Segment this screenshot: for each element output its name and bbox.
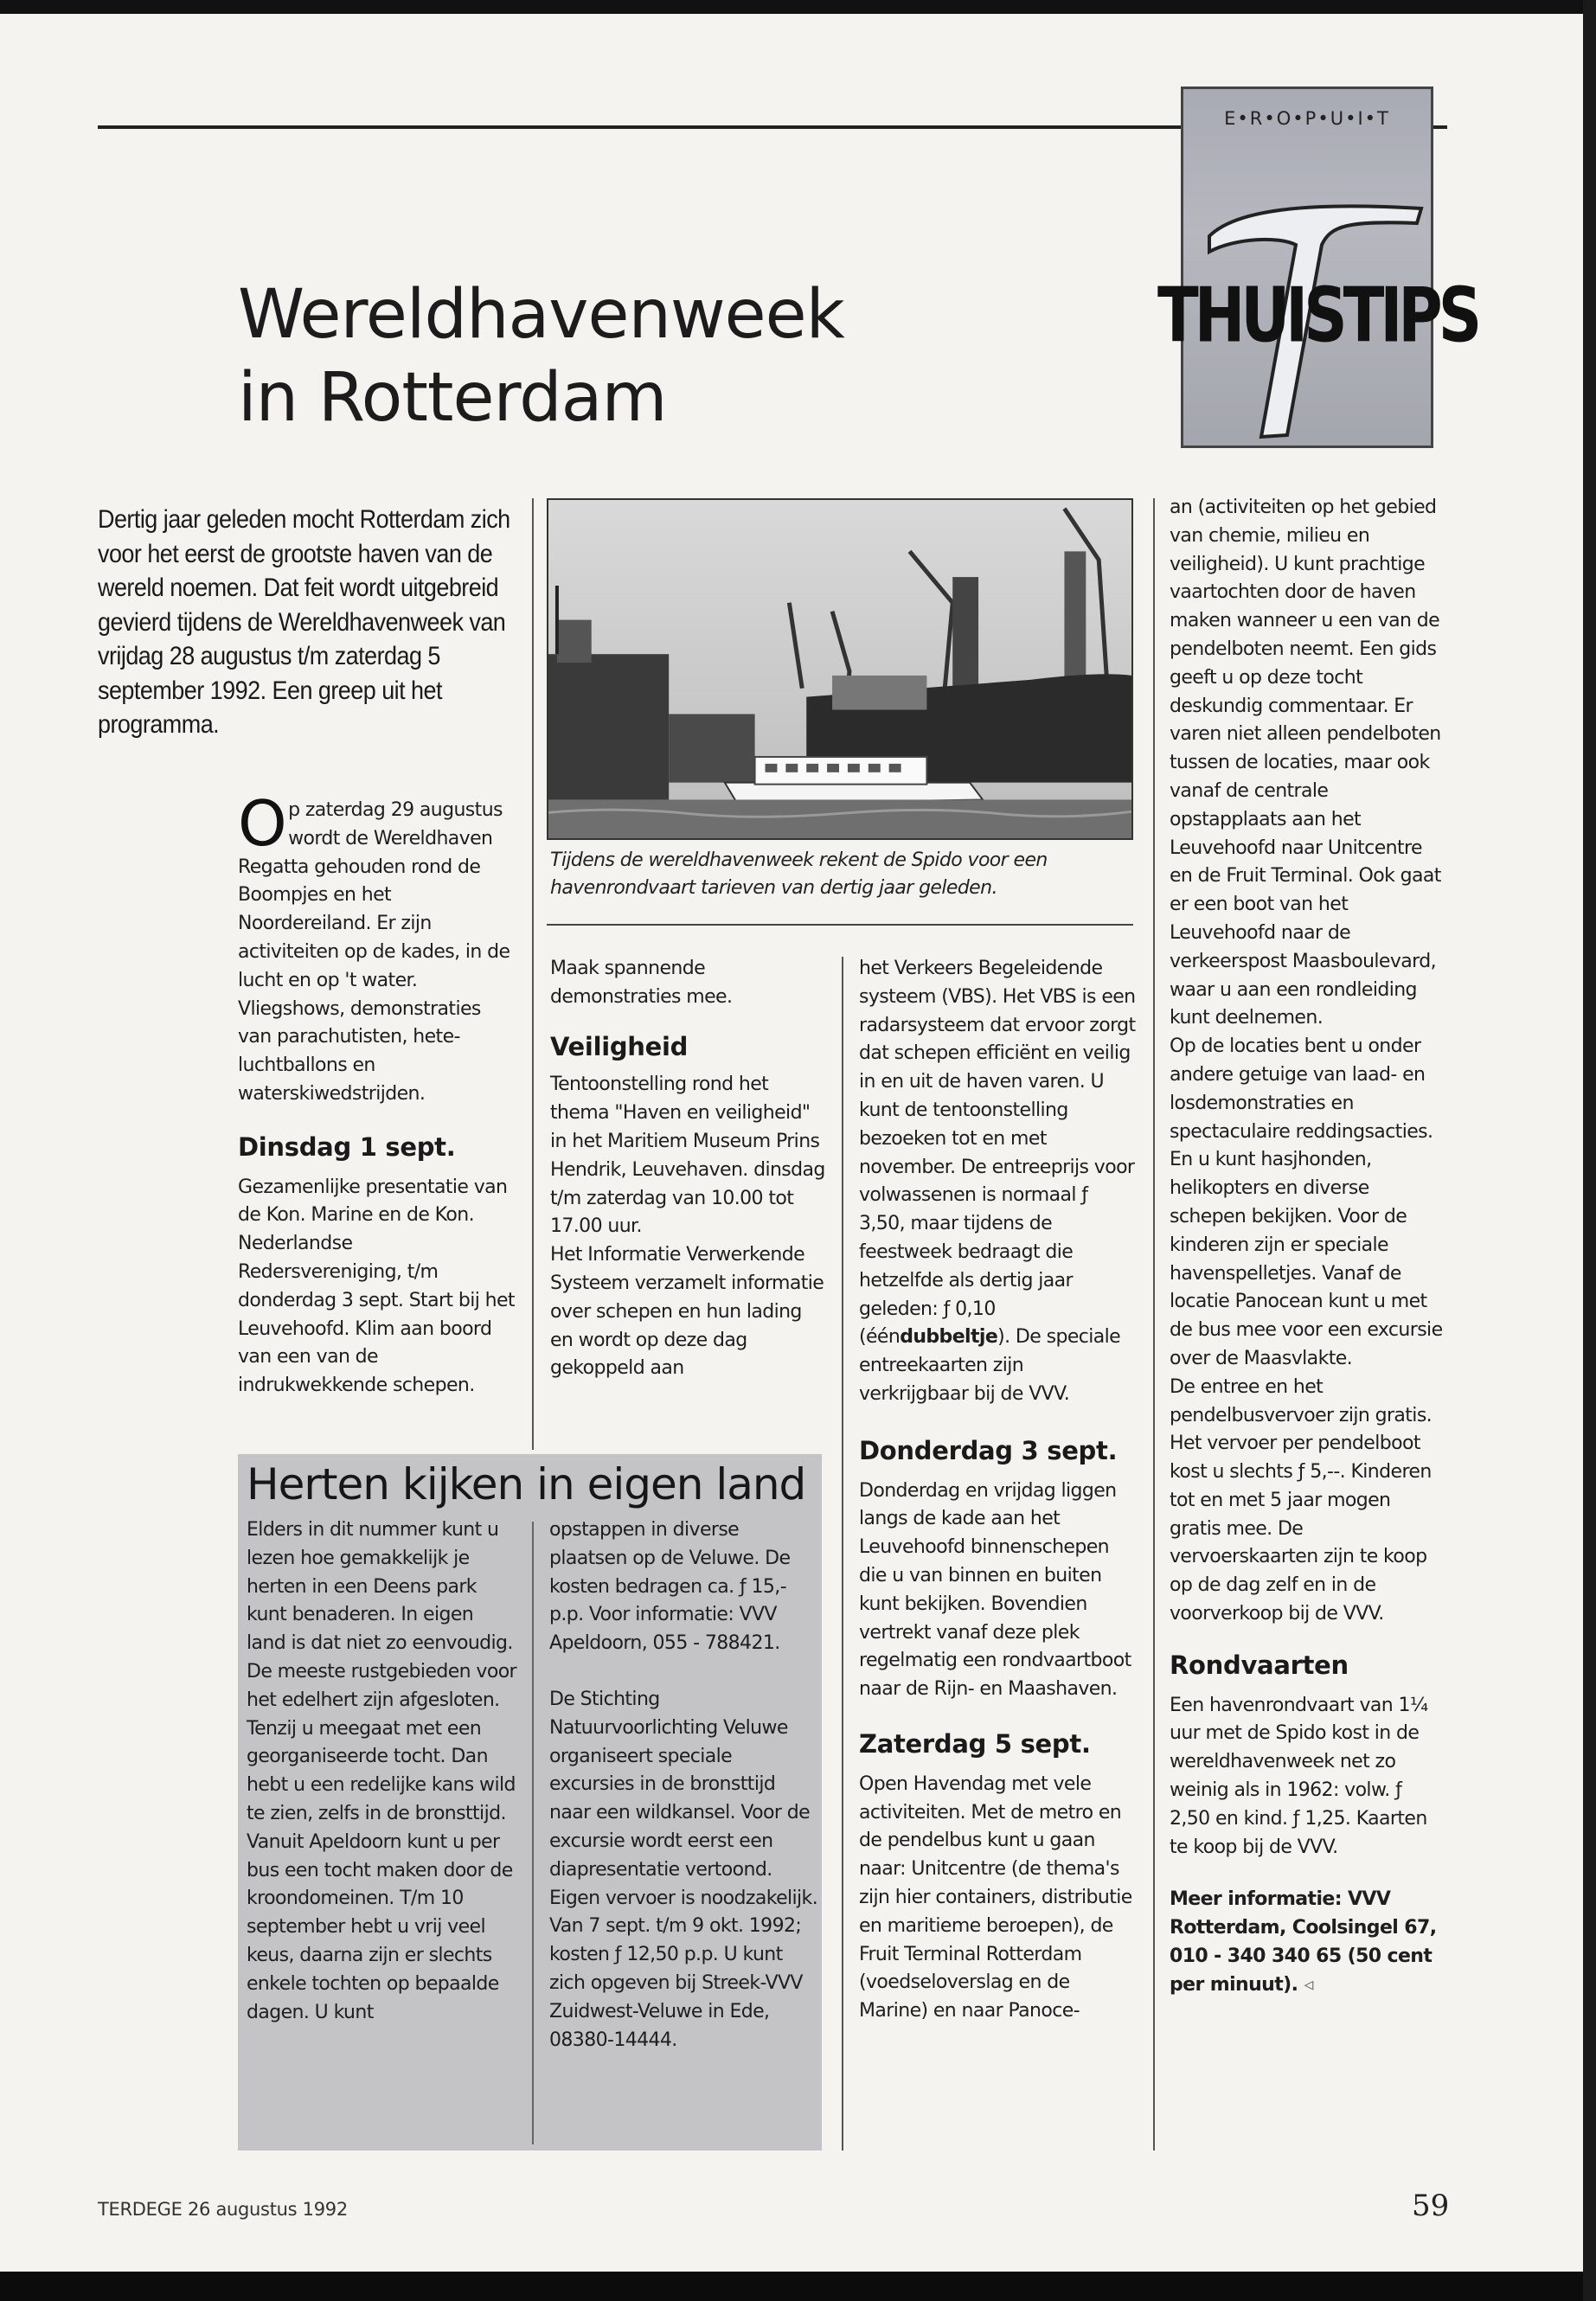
thuistips-logo [1157, 87, 1478, 448]
rondvaarten-paragraph: Een havenrondvaart van 1¼ uur met de Spido kost in de wereldhavenweek net zo weinig als in 1962: volw. ƒ 2,50 en kind. ƒ 1,25. Kaarten te koop bij de VVV. [1170, 1694, 1428, 1858]
column-divider-3 [1153, 498, 1155, 2150]
logo-series-text: E•R•O•P•U•I•T [1224, 108, 1390, 129]
scan-edge-right [1583, 0, 1596, 2301]
title-line-1: Wereldhavenweek [238, 276, 844, 354]
magazine-footer: TERDEGE 26 augustus 1992 [98, 2199, 348, 2220]
column-divider-2 [842, 957, 843, 2150]
column-divider-1 [532, 498, 534, 1450]
herten-paragraph-1: Elders in dit nummer kunt u lezen hoe gemakkelijk je herten in een Deens park kunt benaderen. In eigen land is dat niet zo eenvoudig. De meeste rustgebieden voor het edelhert zijn afgesloten. Tenzij u meegaat met een georganiseerde tocht. Dan hebt u een redelijke kans wild te zien, zelfs in de bronsttijd. Vanuit Apeldoorn kunt u per bus een tocht maken door de kroondomeinen. T/m 10 september hebt u vrij veel keus, daarna zijn er slechts enkele tochten op bepaalde dagen. U kunt [247, 1519, 516, 2023]
caption-rule [547, 924, 1133, 926]
right-paragraph-3: De entree en het pendelbusvervoer zijn gratis. Het vervoer per pendelboot kost u slechts ƒ 5,--. Kinderen tot en met 5 jaar mogen gratis mee. De vervoerskaarten zijn te koop op de dag zelf en in de voorverkoop bij de VVV. [1170, 1375, 1433, 1625]
herten-column-1 [247, 1516, 516, 2027]
vbs-text-end: ). De speciale entreekaarten zijn verkrijgbaar bij de VVV. [859, 1326, 1121, 1405]
harbour-photo [547, 498, 1133, 840]
vbs-bold: dubbeltje [900, 1326, 998, 1349]
meer-info-text: Meer informatie: VVV Rotterdam, Coolsingel 67, 010 - 340 340 65 (50 cent per minuut). [1170, 1888, 1437, 1996]
page-number: 59 [1412, 2189, 1450, 2223]
herten-paragraph-3: De Stichting Natuurvoorlichting Veluwe organiseert speciale excursies in de bronsttijd naar een wildkansel. Voor de excursie wordt eerst een diapresentatie vertoond. Eigen vervoer is noodzakelijk. Van 7 sept. t/m 9 okt. 1992; kosten ƒ 12,50 p.p. U kunt zich opgeven bij Streek-VVV Zuidwest-Veluwe in Ede, 08380-14444. [549, 1688, 818, 2051]
title-line-2: in Rotterdam [238, 359, 667, 437]
herten-title: Herten kijken in eigen land [247, 1459, 806, 1509]
magazine-page [0, 14, 1583, 2272]
end-mark-icon: ◃ [1304, 1973, 1313, 1996]
subhead-donderdag: Donderdag 3 sept. [859, 1435, 1118, 1465]
article-intro: Dertig jaar geleden mocht Rotterdam zich voor het eerst de grootste haven van de wereld noemen. Dat feit wordt uitgebreid gevierd tijdens de Wereldhavenweek van vrijdag 28 augustus t/m zaterdag 5 september 1992. Een greep uit het programma. [98, 505, 510, 739]
maak-paragraph: Maak spannende demonstraties mee. [550, 958, 733, 1008]
subhead-zaterdag: Zaterdag 5 sept. [859, 1728, 1091, 1759]
photo-caption: Tijdens de wereldhavenweek rekent de Spido voor een havenrondvaart tarieven van dertig jaar geleden. [550, 849, 1048, 899]
vbs-text: het Verkeers Begeleidende systeem (VBS). Het VBS is een radarsysteem dat ervoor zorgt dat schepen efficiënt en veilig in en uit de haven varen. U kunt de tentoonstelling bezoeken tot en met november. De entreeprijs voor volwassenen is normaal ƒ 3,50, maar tijdens de feestweek bedraagt die hetzelfde als dertig jaar geleden: ƒ 0,10 (één [859, 958, 1136, 1349]
herten-paragraph-2: opstappen in diverse plaatsen op de Veluwe. De kosten bedragen ca. ƒ 15,- p.p. Voor informatie: VVV Apeldoorn, 055 - 788421. [549, 1519, 791, 1655]
column-2 [550, 955, 827, 1383]
veiligheid-paragraph-2: Het Informatie Verwerkende Systeem verzamelt informatie over schepen en hun lading en wordt op deze dag gekoppeld aan [550, 1244, 824, 1380]
herten-column-2 [549, 1516, 819, 2054]
column-4 [1170, 494, 1446, 2000]
zaterdag-paragraph: Open Havendag met vele activiteiten. Met de metro en de pendelbus kunt u gaan naar: Unitcentre (de thema's zijn hier containers, distributie en maritieme beroepen), de Fruit Terminal Rotterdam (voedseloverslag en de Marine) en naar Panoce- [859, 1772, 1132, 2022]
logo-name-text: THUISTIPS [1157, 271, 1478, 360]
herten-divider [532, 1522, 534, 2144]
right-paragraph-1: an (activiteiten op het gebied van chemie, milieu en veiligheid). U kunt prachtige vaartochten door de haven maken wanneer u een van de pendelboten neemt. Een gids geeft u op deze tocht deskundig commentaar. Er varen niet alleen pendelboten tussen de locaties, maar ook vanaf de centrale opstapplaats aan het Leuvehoofd naar Unitcentre en de Fruit Terminal. Ook gaat er een boot van het Leuvehoofd naar de verkeerspost Maasboulevard, waar u aan een rondleiding kunt deelnemen. [1170, 497, 1441, 1029]
vbs-paragraph [859, 955, 1138, 1409]
herten-sidebar [238, 1454, 822, 2150]
subhead-rondvaarten: Rondvaarten [1170, 1650, 1349, 1680]
article-title [238, 273, 1103, 439]
subhead-veiligheid: Veiligheid [550, 1031, 689, 1061]
subhead-dinsdag: Dinsdag 1 sept. [238, 1131, 456, 1162]
donderdag-paragraph: Donderdag en vrijdag liggen langs de kade aan het Leuvehoofd binnenschepen die u van binnen en buiten kunt bekijken. Bovendien vertrekt vanaf deze plek regelmatig een rondvaartboot naar de Rijn- en Maashaven. [859, 1479, 1131, 1701]
opening-text: p zaterdag 29 augustus wordt de Wereldhaven Regatta gehouden rond de Boompjes en het Noordereiland. Er zijn activiteiten op de kades, in de lucht en op 't water. Vliegshows, demonstraties van parachutisten, hete-luchtballons en waterskiwedstrijden. [238, 799, 510, 1105]
drop-cap: O [238, 787, 287, 860]
dinsdag-paragraph: Gezamenlijke presentatie van de Kon. Marine en de Kon. Nederlandse Redersvereniging, t/m donderdag 3 sept. Start bij het Leuvehoofd. Klim aan boord van een van de indrukwekkende schepen. [238, 1176, 515, 1397]
opening-paragraph [238, 787, 516, 1109]
column-1 [238, 787, 516, 1400]
veiligheid-paragraph-1: Tentoonstelling rond het thema "Haven en veiligheid" in het Maritiem Museum Prins Hendrik, Leuvehaven. dinsdag t/m zaterdag van 10.00 tot 17.00 uur. [550, 1074, 825, 1238]
meer-info [1170, 1886, 1446, 1999]
column-3 [859, 955, 1138, 2026]
right-paragraph-2: Op de locaties bent u onder andere getuige van laad- en losdemonstraties en spectaculaire reddingsacties. En u kunt hasjhonden, helikopters en diverse schepen bekijken. Voor de kinderen zijn er speciale havenspelletjes. Vanaf de locatie Panocean kunt u met de bus mee voor een excursie over de Maasvlakte. [1170, 1035, 1443, 1369]
scan-edge-bottom [0, 2272, 1596, 2301]
